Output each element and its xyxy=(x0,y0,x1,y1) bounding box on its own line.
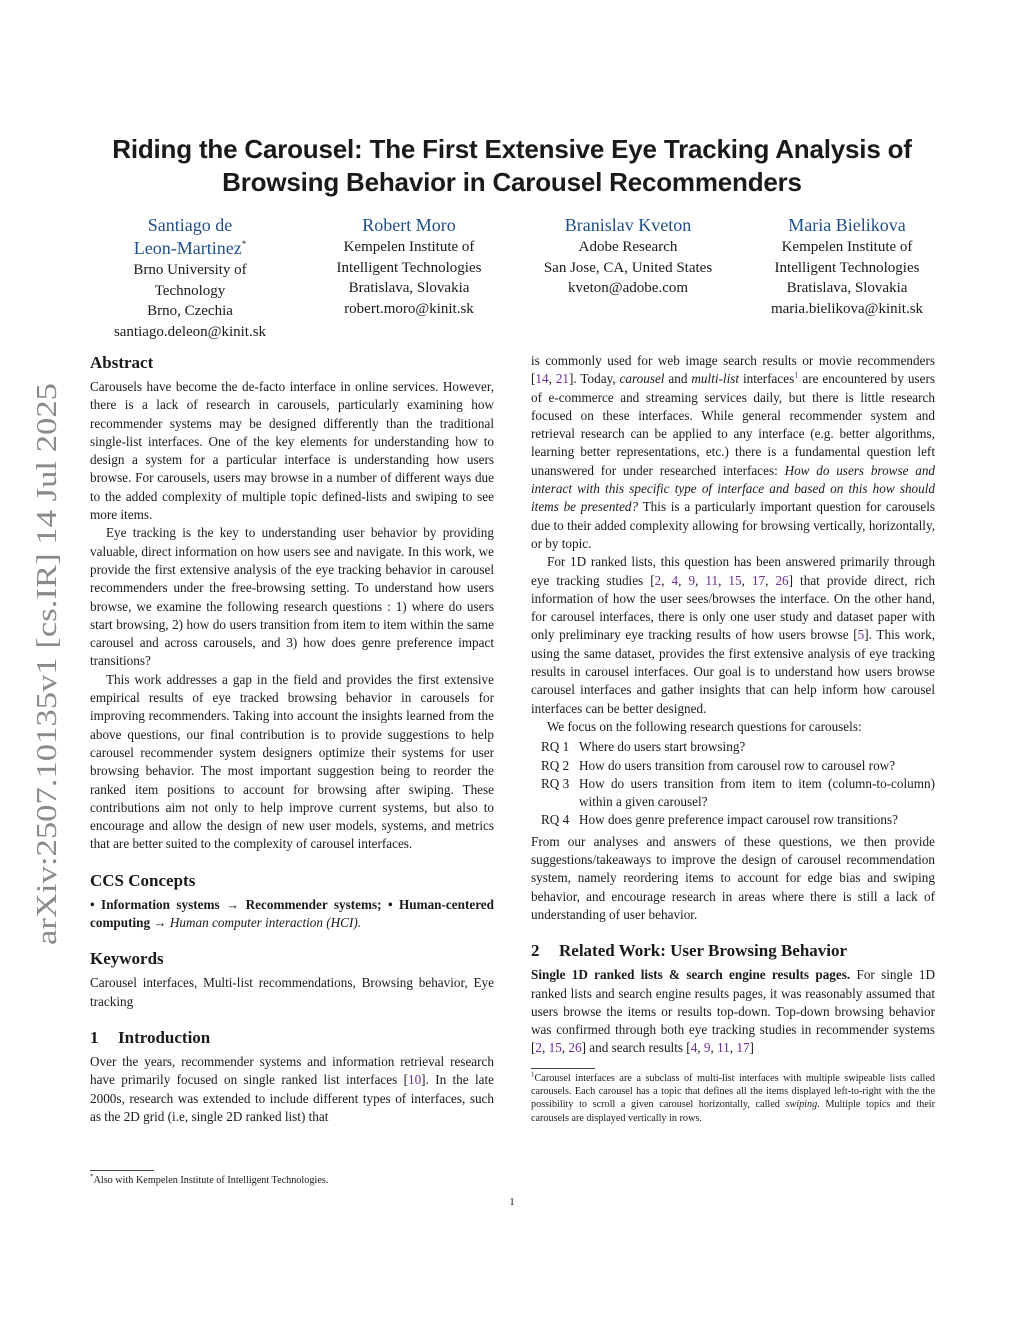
arxiv-identifier-text: arXiv:2507.10135v1 [cs.IR] 14 Jul 2025 xyxy=(31,474,63,945)
author-email: maria.bielikova@kinit.sk xyxy=(770,300,924,317)
citation-link[interactable]: 14 xyxy=(535,371,549,387)
arxiv-identifier xyxy=(18,380,74,945)
citation-link[interactable]: 11 xyxy=(717,1040,730,1056)
citation-link[interactable]: 9 xyxy=(688,572,696,588)
citation-link[interactable]: 2 xyxy=(654,572,662,588)
intro-paragraph: We focus on the following research questions for carousels: xyxy=(547,718,862,734)
intro-paragraph: is commonly used for web image search results or movie recommenders [14, 21]. Today, carousel and multi-list interfaces$^1$ are encountered by users of e-commerce and streaming services daily, but there is little research focused on these interfaces. While general recommender system and retrieval research can be applied to any interface (e.g. better algorithms, learning better representations, etc.) there is a fundamental question left unanswered for under researched interfaces: How do users browse and interact with this specific type of interface and based on this how should items be presented? This is a particularly important question for carousels due to their added complexity allowing for browsing vertically, horizontally, or by topic. xyxy=(531,353,936,551)
intro-paragraph: For 1D ranked lists, this question has been answered primarily through eye tracking studies [2, 4, 9, 11, 15, 17, 26] that provide direct, rich information of how the user sees/browses the interface. On the other hand, for carousel interfaces, there is only one user study and dataset paper with only preliminary eye tracking results of how users browse [5]. This work, using the same dataset, provides the first extensive analysis of eye tracking results in carousel interfaces. Our goal is to understand how users browse carousel interfaces and gather insights that can help inform how carousel interfaces can be better designed. xyxy=(531,554,936,716)
author-affiliation: Bratislava, Slovakia xyxy=(348,280,470,296)
footnote-marker[interactable]: 1 xyxy=(794,369,799,380)
citation-link[interactable]: 17 xyxy=(736,1040,750,1056)
citation-link[interactable]: 9 xyxy=(703,1040,711,1056)
citation-link[interactable]: 15 xyxy=(728,572,742,588)
author-affiliation: Brno, Czechia xyxy=(147,303,233,319)
author-3 xyxy=(528,214,728,342)
abstract-paragraph: This work addresses a gap in the field and provides the first extensive empirical results of eye tracked browsing behavior in carousels for improving recommenders. Taking into account the insights learned from the above questions, our final contribution is to provide suggestions to help carousel recommender system designers optimize their systems for user browsing behavior. The most important suggestion being to reorder the ranked item positions to account for browsing after swiping. These contributions aim not only to help improve current systems, but also to encourage and allow the design of new user models, systems, and metrics that are better suited to the complexity of carousel interfaces. xyxy=(90,671,494,852)
citation-link[interactable]: 26 xyxy=(775,572,789,588)
author-1 xyxy=(90,214,290,342)
citation-link[interactable]: 4 xyxy=(690,1040,698,1056)
author-name: Santiago de Leon-Martinez* xyxy=(133,215,247,258)
citation-link[interactable]: 11 xyxy=(705,572,719,588)
author-block xyxy=(90,214,942,342)
research-question: RQ 1 Where do users start browsing? xyxy=(541,739,746,755)
author-2 xyxy=(314,214,504,342)
author-4 xyxy=(752,214,942,342)
ccs-heading: CCS Concepts xyxy=(90,870,196,890)
author-name: Branislav Kveton xyxy=(564,215,692,235)
author-footnote: *Also with Kempelen Institute of Intelligent Technologies. xyxy=(90,1164,494,1187)
author-affiliation: Technology xyxy=(154,282,226,299)
citation-link[interactable]: 10 xyxy=(407,1072,422,1088)
intro-paragraph: Over the years, recommender systems and information retrieval research have primarily focused on single ranked list interfaces [10]. In the late 2000s, research was extended to include different types of interfaces, such as the 2D grid (i.e, single 2D ranked list) that xyxy=(90,1053,494,1124)
author-name: Maria Bielikova xyxy=(788,215,906,235)
author-affiliation: San Jose, CA, United States xyxy=(543,259,713,276)
abstract-heading: Abstract xyxy=(90,353,154,372)
author-affiliation: Kempelen Institute of xyxy=(343,239,475,255)
section-heading-introduction: 1 Introduction xyxy=(90,1027,211,1047)
ccs-concepts: • Information systems → Recommender systems; • Human-centered computing → Human computer interaction (HCI). xyxy=(90,896,494,931)
citation-link[interactable]: 21 xyxy=(555,371,570,387)
left-column xyxy=(90,352,494,1126)
author-affiliation: Bratislava, Slovakia xyxy=(786,280,908,296)
citation-link[interactable]: 17 xyxy=(751,572,766,588)
section-heading-related-work: 2 Related Work: User Browsing Behavior xyxy=(531,941,848,961)
author-name: Robert Moro xyxy=(362,215,456,235)
citation-link[interactable]: 5 xyxy=(857,627,865,643)
author-affiliation: Intelligent Technologies xyxy=(774,259,920,276)
research-question: RQ 3 How do users transition from item to item (column-to-column) within a given carousel? xyxy=(541,775,935,810)
author-affiliation: Intelligent Technologies xyxy=(336,259,482,276)
citation-link[interactable]: 26 xyxy=(568,1040,582,1056)
research-question: RQ 4 How does genre preference impact carousel row transitions? xyxy=(541,812,898,828)
keywords-text: Carousel interfaces, Multi-list recommendations, Browsing behavior, Eye tracking xyxy=(90,975,494,1009)
author-affiliation: Brno University of xyxy=(133,262,247,278)
right-column xyxy=(531,352,935,1125)
citation-link[interactable]: 2 xyxy=(535,1040,542,1056)
citation-link[interactable]: 15 xyxy=(548,1040,562,1056)
keywords-heading: Keywords xyxy=(90,949,164,969)
abstract-paragraph: Eye tracking is the key to understanding user behavior by providing valuable, direct information on how users see and navigate. In this work, we provide the first extensive analysis of the eye tracking behavior in carousel recommenders under the free-browsing setting. To understand how users browse, we examine the following research questions : 1) where do users start browsing, 2) how do users transition from item to item within the same carousel and across carousels, and 3) how does genre preference impact transitions? xyxy=(90,525,494,669)
citation-link[interactable]: 4 xyxy=(671,572,679,588)
carousel-footnote: $^1$Carousel interfaces are a subclass of multi-list interfaces with multiple swipeable lists called carousels. Each carousel has a topic that defines all the items displayed left-to-right with the the possibility to scroll a given carousel horizontally, called swiping. Multiple topics and their carousels are displayed vertically in rows. xyxy=(531,1070,935,1124)
research-question: RQ 2 How do users transition from carousel row to carousel row? xyxy=(541,757,896,773)
abstract-paragraph: Carousels have become the de-facto interface in online services. However, there is a lack of research in carousels, particularly examining how recommender systems may be designed differently than the traditional single-list interfaces. One of the key elements for understanding how to design a system for a particular interface is understanding how users browse. For carousels, users may browse in a number of different ways due to the added complexity of multiple topic defined-lists and swiping to see more items. xyxy=(90,379,494,523)
author-affiliation: Adobe Research xyxy=(578,239,678,255)
author-email: kveton@adobe.com xyxy=(567,280,689,296)
page-number: 1 xyxy=(509,1196,515,1208)
related-work-paragraph: Single 1D ranked lists & search engine results pages. For single 1D ranked lists and search engine results pages, it was reasonably assumed that users browse the items or results top-down. Top-down browsing behavior was confirmed through both eye tracking studies in recommender systems [2, 15, 26] and search results [4, 9, 11, 17] xyxy=(531,967,936,1056)
intro-paragraph: From our analyses and answers of these questions, we then provide suggestions/takeaways to improve the design of carousel recommendation system, namely reordering items to account for edge bias and swiping behavior, and encourage research in areas where there is still a lack of understanding of user behavior. xyxy=(531,833,935,922)
paper-title: Riding the Carousel: The First Extensive Eye Tracking Analysis of Browsing Behavior in Carousel Recommenders xyxy=(112,134,912,197)
research-questions-list xyxy=(531,738,935,829)
author-email: santiago.deleon@kinit.sk xyxy=(113,323,267,340)
author-affiliation: Kempelen Institute of xyxy=(781,239,913,255)
author-email: robert.moro@kinit.sk xyxy=(344,300,474,317)
